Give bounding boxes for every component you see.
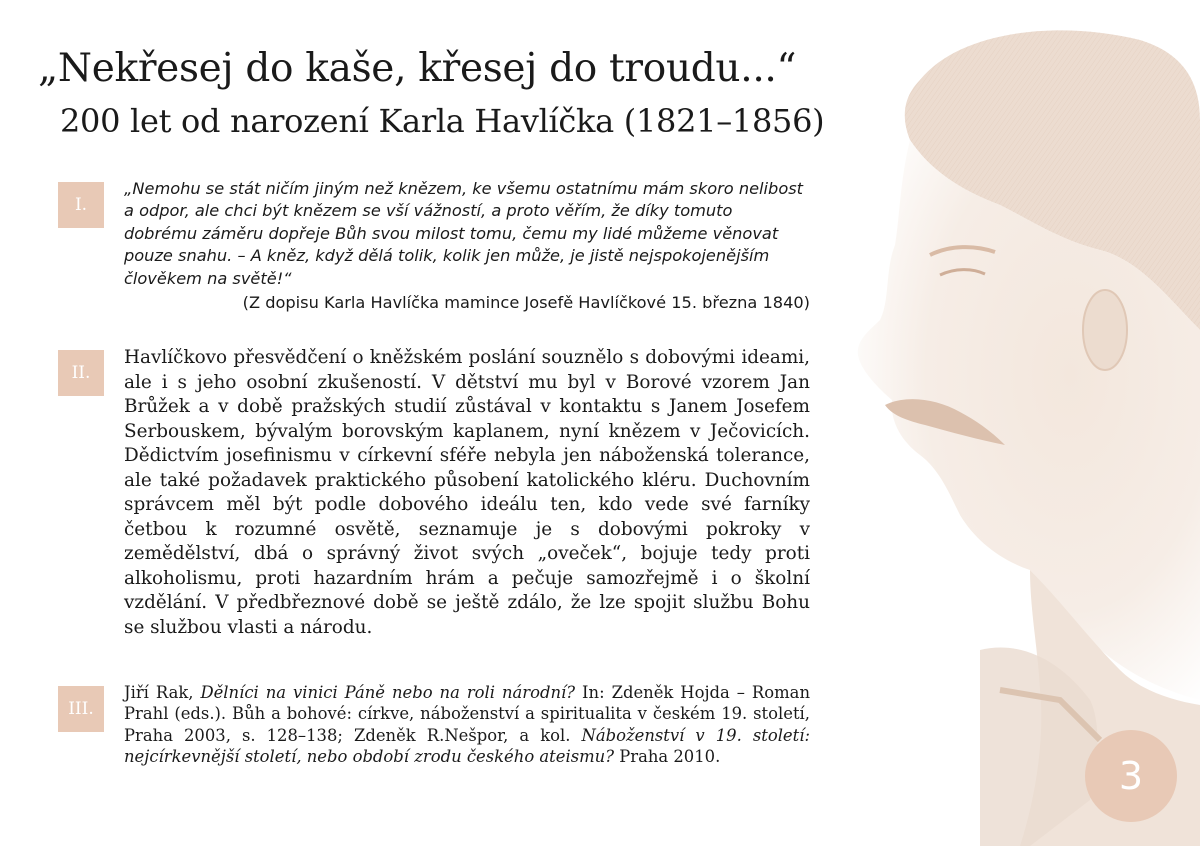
section-marker-1: I. — [58, 182, 104, 228]
biblio-part-2: In: Zdeněk Hojda – Roman Prahl (eds.). Bůh a bohové: církve, náboženství a spiritualita v českém 19. století, Praha 2003, s. 128–138; Zdeněk R.Nešpor, a kol. — [124, 683, 810, 745]
biblio-part-1: Jiří Rak, — [124, 683, 201, 702]
body-paragraph: Havlíčkovo přesvědčení o kněžském poslání souznělo s dobovými ideami, ale i s jeho osobní zkušeností. V dětství mu byl v Borové vzorem Jan Brůžek a v době pražských studií zůstával v kontaktu s Janem Josefem Serbouskem, bývalým borovským kaplanem, nyní knězem v Ječovicích. Dědictvím josefinismu v církevní sféře nebyla jen náboženská tolerance, ale také požadavek praktického působení katolického kléru. Duchovním správcem měl být podle dobového ideálu ten, kdo vede své farníky četbou k rozumné osvětě, seznamuje je s dobovými pokroky v zemědělství, dbá o správný život svých „oveček“, bojuje tedy proti alkoholismu, proti hazardním hrám a pečuje samozřejmě i o školní vzdělání. V předbřeznové době se ještě zdálo, že lze spojit službu Bohu se službou vlasti a národu. — [124, 347, 810, 638]
quote-source: (Z dopisu Karla Havlíčka mamince Josefě Havlíčkové 15. března 1840) — [242, 293, 810, 312]
page-subtitle: 200 let od narození Karla Havlíčka (1821–1856) — [60, 102, 825, 140]
portrait-illustration — [800, 0, 1200, 846]
bibliography — [124, 682, 810, 768]
section-marker-3: III. — [58, 686, 104, 732]
biblio-title-2: Náboženství v 19. století: nejcírkevnější století, nebo období zrodu českého ateismu? — [124, 725, 810, 767]
biblio-title-1: Dělníci na vinici Páně nebo na roli národní? — [200, 683, 576, 702]
quote-text: „Nemohu se stát ničím jiným než knězem, ke všemu ostatnímu mám skoro nelibost a odpor, ale chci být knězem se vší vážností, a proto věřím, že díky tomuto dobrému záměru dopřeje Bůh svou milost tomu, čemu my lidé můžeme věnovat pouze snahu. – A kněz, když dělá tolik, kolik jen může, je jistě nejspokojenějším člověkem na světě!“ — [124, 179, 804, 288]
biblio-part-3: Praha 2010. — [614, 747, 721, 767]
section-marker-2: II. — [58, 350, 104, 396]
page-title: „Nekřesej do kaše, křesej do troudu...“ — [38, 46, 797, 91]
page-number: 3 — [1085, 730, 1177, 822]
